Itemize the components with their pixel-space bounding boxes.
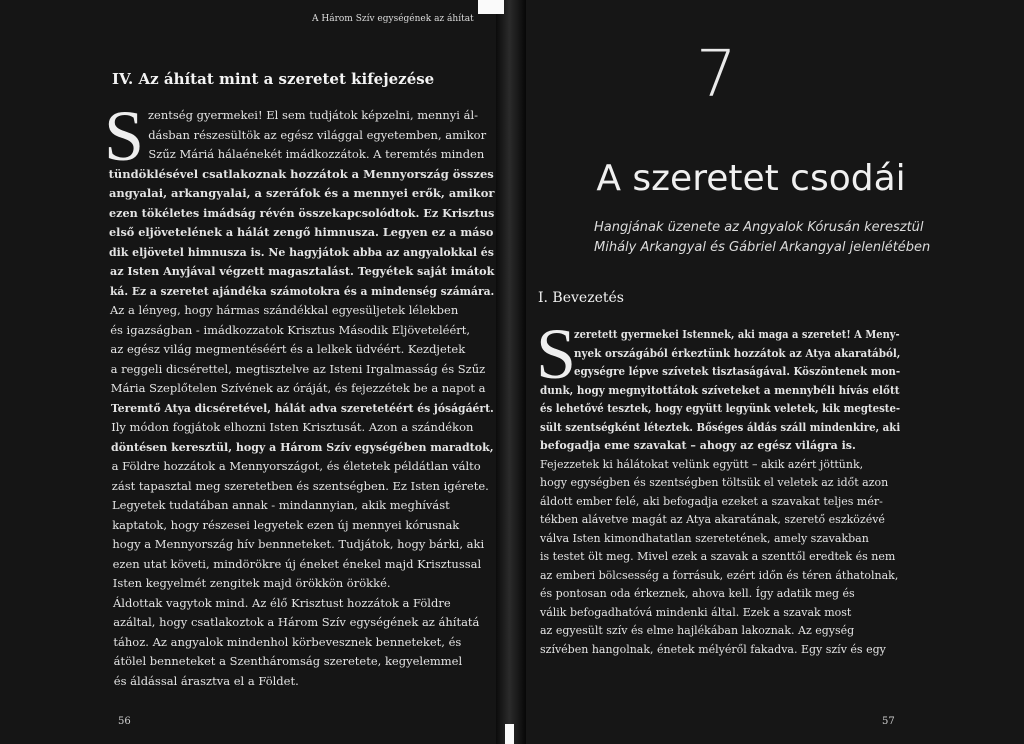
body-text-line: dásban részesültök az egész világgal egyetemben, amikor	[148, 127, 487, 142]
body-text-line: Áldottak vagytok mind. Az élő Krisztust hozzátok a Földre	[113, 595, 451, 610]
body-text-line: dik eljövetel himnusza is. Ne hagyjátok abba az angyalokkal és	[109, 244, 495, 259]
body-text-line: az emberi bölcsesség a forrásuk, ezért időn és téren áthatolnak,	[540, 568, 899, 582]
book-spine	[496, 0, 526, 744]
running-head: A Három Szív egységének az áhítat	[312, 14, 474, 24]
body-text-line: tékben alávetve magát az Atya akaratának, szerető eszközévé	[540, 513, 885, 526]
body-text-line: az egyesült szív és elme hajlékában lakoznak. Az egység	[540, 624, 855, 637]
body-text-line: hogy egységben és szentségben töltsük el veletek az időt azon	[540, 476, 889, 489]
body-text-line: Teremtő Atya dicséretével, hálát adva szeretetéért és jóságáért.	[111, 400, 494, 415]
body-text-line: döntésen keresztül, hogy a Három Szív egységében maradtok,	[111, 439, 494, 454]
body-text-line: zeretett gyermekei Istennek, aki maga a szeretet! A Meny-	[574, 328, 900, 341]
body-text-line: első eljövetelének a hálát zengő himnusza. Legyen ez a máso	[109, 225, 494, 239]
body-text-line: szívében hangolnak, énetek mélyéről fakadva. Egy szív és egy	[540, 642, 886, 656]
body-text-line: ká. Ez a szeretet ajándéka számotokra és a mindenség számára.	[109, 283, 495, 298]
left-section-title: IV. Az áhítat mint a szeretet kifejezése	[112, 70, 435, 88]
body-text-line: egységre lépve szívetek tisztaságával. Köszöntenek mon-	[574, 365, 901, 378]
body-text-line: Fejezzetek ki hálátokat velünk együtt – akik azért jöttünk,	[540, 457, 864, 471]
body-text-line: Az a lényeg, hogy hármas szándékkal egyesüljetek lélekben	[110, 303, 459, 317]
body-text-line: átölel benneteket a Szentháromság szeretete, kegyelemmel	[113, 654, 463, 668]
body-text-line: a Földre hozzátok a Mennyországot, és életetek példátlan válto	[111, 459, 481, 473]
body-text-line: és igazságban - imádkozzatok Krisztus Második Eljöveteléért,	[110, 322, 471, 337]
body-text-line: ezen tökéletes imádság révén összekapcsolódtok. Ez Krisztus	[109, 205, 495, 220]
right-section-title: I. Bevezetés	[538, 290, 624, 306]
body-text-line: az Isten Anyjával végzett magasztalást. Tegyétek saját imátok	[109, 264, 494, 278]
body-text-line: azáltal, hogy csatlakoztok a Három Szív egységének az áhítatá	[113, 615, 480, 629]
body-text-line: zást tapasztal meg szeretetben és szentségben. Ez Isten igérete.	[111, 478, 489, 493]
body-text-line: ezen utat követi, mindörökre új éneket énekel majd Krisztussal	[112, 556, 482, 571]
left-drop-cap: S	[104, 96, 145, 176]
body-text-line: tához. Az angyalok mindenhol körbevesznek benneteket, és	[113, 634, 462, 649]
page-corner-top	[478, 0, 504, 14]
body-text-line: tündöklésével csatlakoznak hozzátok a Mennyország összes	[108, 166, 494, 181]
chapter-title: A szeretet csodái	[596, 158, 906, 199]
right-page-number: 57	[882, 716, 895, 727]
page-corner-bottom	[505, 724, 514, 744]
chapter-number: 7	[696, 38, 737, 112]
body-text-line: befogadja eme szavakat – ahogy az egész világra is.	[540, 439, 856, 452]
body-text-line: Szűz Máriá hálaénekét imádkozzátok. A teremtés minden	[148, 147, 485, 161]
chapter-subtitle-line-1: Hangjának üzenete az Angyalok Kórusán keresztül	[594, 220, 924, 235]
body-text-line: az egész világ megmentéséért és a lelkek üdvéért. Kezdjetek	[110, 342, 466, 356]
right-drop-cap: S	[536, 314, 577, 394]
body-text-line: és áldással árasztva el a Földet.	[113, 673, 299, 688]
body-text-line: válva Isten kimondhatatlan szeretetének, amely szavakban	[540, 531, 869, 545]
body-text-line: és lehetővé tesztek, hogy együtt legyünk veletek, kik megteste-	[540, 402, 901, 415]
body-text-line: a reggeli dicsérettel, megtisztelve az Isteni Irgalmasság és Szűz	[110, 361, 486, 376]
body-text-line: Legyetek tudatában annak - mindannyian, akik meghívást	[112, 498, 450, 512]
body-text-line: nyek országából érkeztünk hozzátok az Atya akaratából,	[574, 346, 901, 360]
body-text-line: áldott ember felé, aki befogadja ezeket a szavakat teljes mér-	[540, 494, 883, 508]
body-text-line: és pontosan oda érkeznek, ahova kell. Így adatik meg és	[540, 587, 855, 600]
body-text-line: válik befogadhatóvá mindenki által. Ezek a szavak most	[540, 605, 852, 619]
body-text-line: kaptatok, hogy részesei legyetek ezen új mennyei kórusnak	[112, 517, 460, 532]
body-text-line: is testet ölt meg. Mivel ezek a szavak a szenttől eredtek és nem	[540, 550, 896, 563]
body-text-line: Ily módon fogjátok elhozni Isten Krisztusát. Azon a szándékon	[111, 420, 474, 434]
chapter-subtitle-line-2: Mihály Arkangyal és Gábriel Arkangyal jelenlétében	[594, 240, 931, 255]
body-text-line: Mária Szeplőtelen Szívének az óráját, és fejezzétek be a napot a	[110, 381, 486, 395]
body-text-line: angyalai, arkangyalai, a szeráfok és a mennyei erők, amikor	[108, 186, 495, 200]
body-text-line: hogy a Mennyország hív bennneteket. Tudjátok, hogy bárki, aki	[112, 537, 485, 551]
body-text-line: zentség gyermekei! El sem tudjátok képzelni, mennyi ál-	[148, 108, 479, 122]
left-page-number: 56	[118, 716, 131, 727]
body-text-line: dunk, hogy megnyitottátok szíveteket a mennybéli hívás előtt	[540, 383, 900, 397]
body-text-line: Isten kegyelmét zengitek majd örökkön örökké.	[112, 576, 391, 590]
body-text-line: sült szentségként léteztek. Bőséges áldás száll mindenkire, aki	[540, 420, 901, 434]
